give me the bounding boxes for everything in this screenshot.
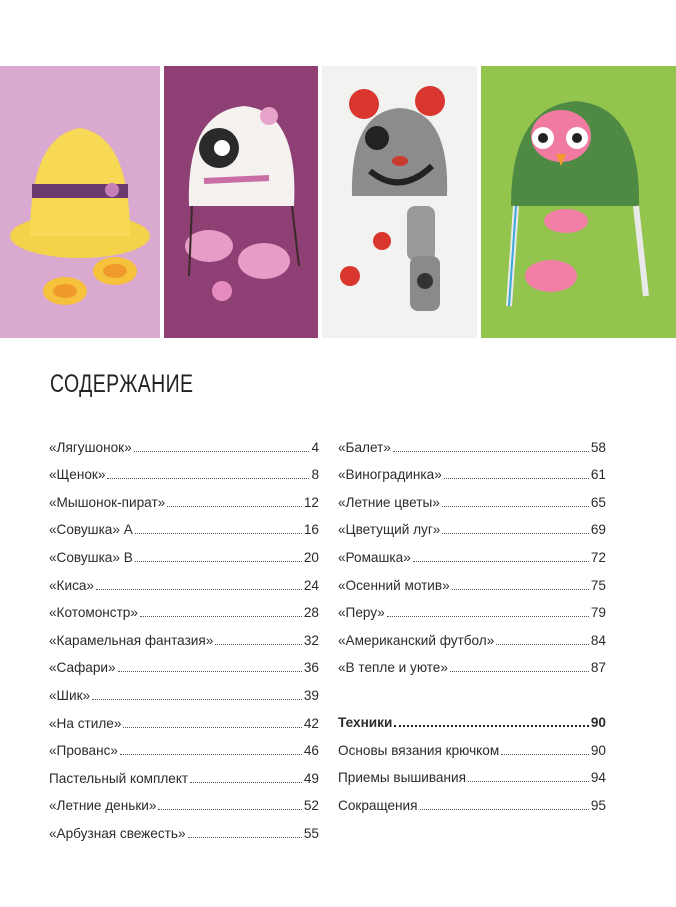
toc-entry-title: «Цветущий луг» xyxy=(338,522,441,538)
toc-entry-title: «Шик» xyxy=(49,687,91,703)
dot-leader xyxy=(158,809,301,810)
toc-page-number: 84 xyxy=(590,632,606,648)
dot-leader xyxy=(420,809,589,810)
toc-page-number: 58 xyxy=(590,439,606,455)
toc-entry-title: «Летние деньки» xyxy=(49,798,157,814)
dot-leader xyxy=(96,589,302,590)
toc-entry xyxy=(49,676,319,704)
toc-page-number: 94 xyxy=(590,770,606,786)
dot-leader xyxy=(393,451,589,452)
dot-leader xyxy=(442,533,589,534)
toc-entry xyxy=(338,538,606,566)
toc-entry-title: «Сафари» xyxy=(49,660,116,676)
toc-entry xyxy=(338,786,606,814)
photo-cat-hat-booties xyxy=(164,66,318,338)
toc-entry xyxy=(49,732,319,760)
toc-page-number: 87 xyxy=(590,660,606,676)
toc-entry xyxy=(49,787,319,815)
toc-entry xyxy=(49,538,319,566)
toc-page-number: 52 xyxy=(303,798,319,814)
toc-entry xyxy=(49,704,319,732)
toc-entry xyxy=(338,483,606,511)
toc-entry-title: «Осенний мотив» xyxy=(338,577,450,593)
toc-entry xyxy=(338,456,606,484)
toc-entry xyxy=(49,594,319,622)
toc-entry-title: «Американский футбол» xyxy=(338,632,495,648)
toc-entry-title: «Прованс» xyxy=(49,743,118,759)
dot-leader xyxy=(394,725,589,727)
toc-entry-title: «Совушка» В xyxy=(49,549,133,565)
toc-entry xyxy=(338,621,606,649)
toc-entry xyxy=(338,428,606,456)
toc-entry xyxy=(49,511,319,539)
dot-leader xyxy=(444,478,589,479)
dot-leader xyxy=(387,616,589,617)
toc-page-number: 24 xyxy=(303,577,319,593)
photo-owl-hat-booties xyxy=(481,66,676,338)
toc-entry-title: «В тепле и уюте» xyxy=(338,660,448,676)
dot-leader xyxy=(107,478,309,479)
toc-page-number: 90 xyxy=(590,714,606,730)
toc-page-number: 4 xyxy=(311,439,319,455)
dot-leader xyxy=(450,671,589,672)
toc-page-number: 42 xyxy=(303,715,319,731)
toc-entry-title: «Арбузная свежесть» xyxy=(49,825,186,841)
toc-entry-title: «На стиле» xyxy=(49,715,122,731)
toc-entry-title: «Балет» xyxy=(338,439,391,455)
dot-leader xyxy=(501,754,589,755)
toc-page-number: 95 xyxy=(590,797,606,813)
toc-right-column xyxy=(338,428,606,814)
toc-entry xyxy=(338,731,606,759)
toc-entry-title: «Киса» xyxy=(49,577,94,593)
toc-entry xyxy=(338,511,606,539)
toc-page-number: 16 xyxy=(303,522,319,538)
dot-leader xyxy=(452,589,589,590)
dot-leader xyxy=(190,782,302,783)
dot-leader xyxy=(468,781,589,782)
toc-entry xyxy=(49,621,319,649)
dot-leader xyxy=(123,727,301,728)
dot-leader xyxy=(215,644,302,645)
photo-strip xyxy=(0,66,676,338)
dot-leader xyxy=(135,533,302,534)
toc-entry-title: «Ромашка» xyxy=(338,549,411,565)
toc-entry-title: Приемы вышивания xyxy=(338,770,466,786)
dot-leader xyxy=(134,451,310,452)
dot-leader xyxy=(118,671,302,672)
toc-page-number: 79 xyxy=(590,605,606,621)
toc-entry-title: «Летние цветы» xyxy=(338,494,440,510)
toc-entry xyxy=(49,428,319,456)
toc-page-number: 20 xyxy=(303,549,319,565)
dot-leader xyxy=(442,506,589,507)
toc-page-number: 90 xyxy=(590,742,606,758)
toc-entry-title: «Лягушонок» xyxy=(49,439,132,455)
toc-page-number: 12 xyxy=(303,494,319,510)
dot-leader xyxy=(188,837,302,838)
dot-leader xyxy=(496,644,589,645)
section-spacer xyxy=(338,676,606,703)
toc-page-number: 8 xyxy=(311,467,319,483)
toc-entry-title: «Щенок» xyxy=(49,467,106,483)
toc-entry xyxy=(49,456,319,484)
dot-leader xyxy=(92,699,302,700)
toc-page-number: 39 xyxy=(303,687,319,703)
toc-entry-title: Основы вязания крючком xyxy=(338,742,500,758)
toc-entry-title: «Карамельная фантазия» xyxy=(49,632,214,648)
toc-entry xyxy=(49,759,319,787)
dot-leader xyxy=(140,616,302,617)
toc-entry xyxy=(49,566,319,594)
dot-leader xyxy=(135,561,302,562)
toc-section-heading xyxy=(338,703,606,731)
page-title: СОДЕРЖАНИЕ xyxy=(50,370,194,398)
toc-entry xyxy=(338,649,606,677)
toc-entry xyxy=(49,814,319,842)
dot-leader xyxy=(120,754,302,755)
toc-entry xyxy=(338,594,606,622)
toc-page-number: 36 xyxy=(303,660,319,676)
toc-page-number: 65 xyxy=(590,494,606,510)
toc-entry-title: «Перу» xyxy=(338,605,385,621)
toc-entry-title: Техники xyxy=(338,714,393,730)
toc-page-number: 28 xyxy=(303,605,319,621)
dot-leader xyxy=(167,506,302,507)
toc-entry-title: «Котомонстр» xyxy=(49,605,138,621)
toc-page-number: 32 xyxy=(303,632,319,648)
toc-page-number: 61 xyxy=(590,467,606,483)
photo-mouse-pirate-hat-booties xyxy=(322,66,477,338)
toc-entry-title: «Виноградинка» xyxy=(338,467,442,483)
toc-page-number: 69 xyxy=(590,522,606,538)
toc-page-number: 72 xyxy=(590,549,606,565)
dot-leader xyxy=(413,561,589,562)
toc-entry xyxy=(49,483,319,511)
toc-page-number: 75 xyxy=(590,577,606,593)
toc-page-number: 55 xyxy=(303,825,319,841)
toc-entry xyxy=(338,566,606,594)
toc-entry-title: Сокращения xyxy=(338,797,418,813)
toc-entry xyxy=(338,759,606,787)
toc-entry-title: «Совушка» А xyxy=(49,522,133,538)
toc-entry-title: «Мышонок-пират» xyxy=(49,494,166,510)
toc-left-column xyxy=(49,428,319,842)
toc-page-number: 49 xyxy=(303,770,319,786)
toc-entry xyxy=(49,649,319,677)
toc-page-number: 46 xyxy=(303,743,319,759)
photo-yellow-hat-booties xyxy=(0,66,160,338)
toc-entry-title: Пастельный комплект xyxy=(49,770,189,786)
